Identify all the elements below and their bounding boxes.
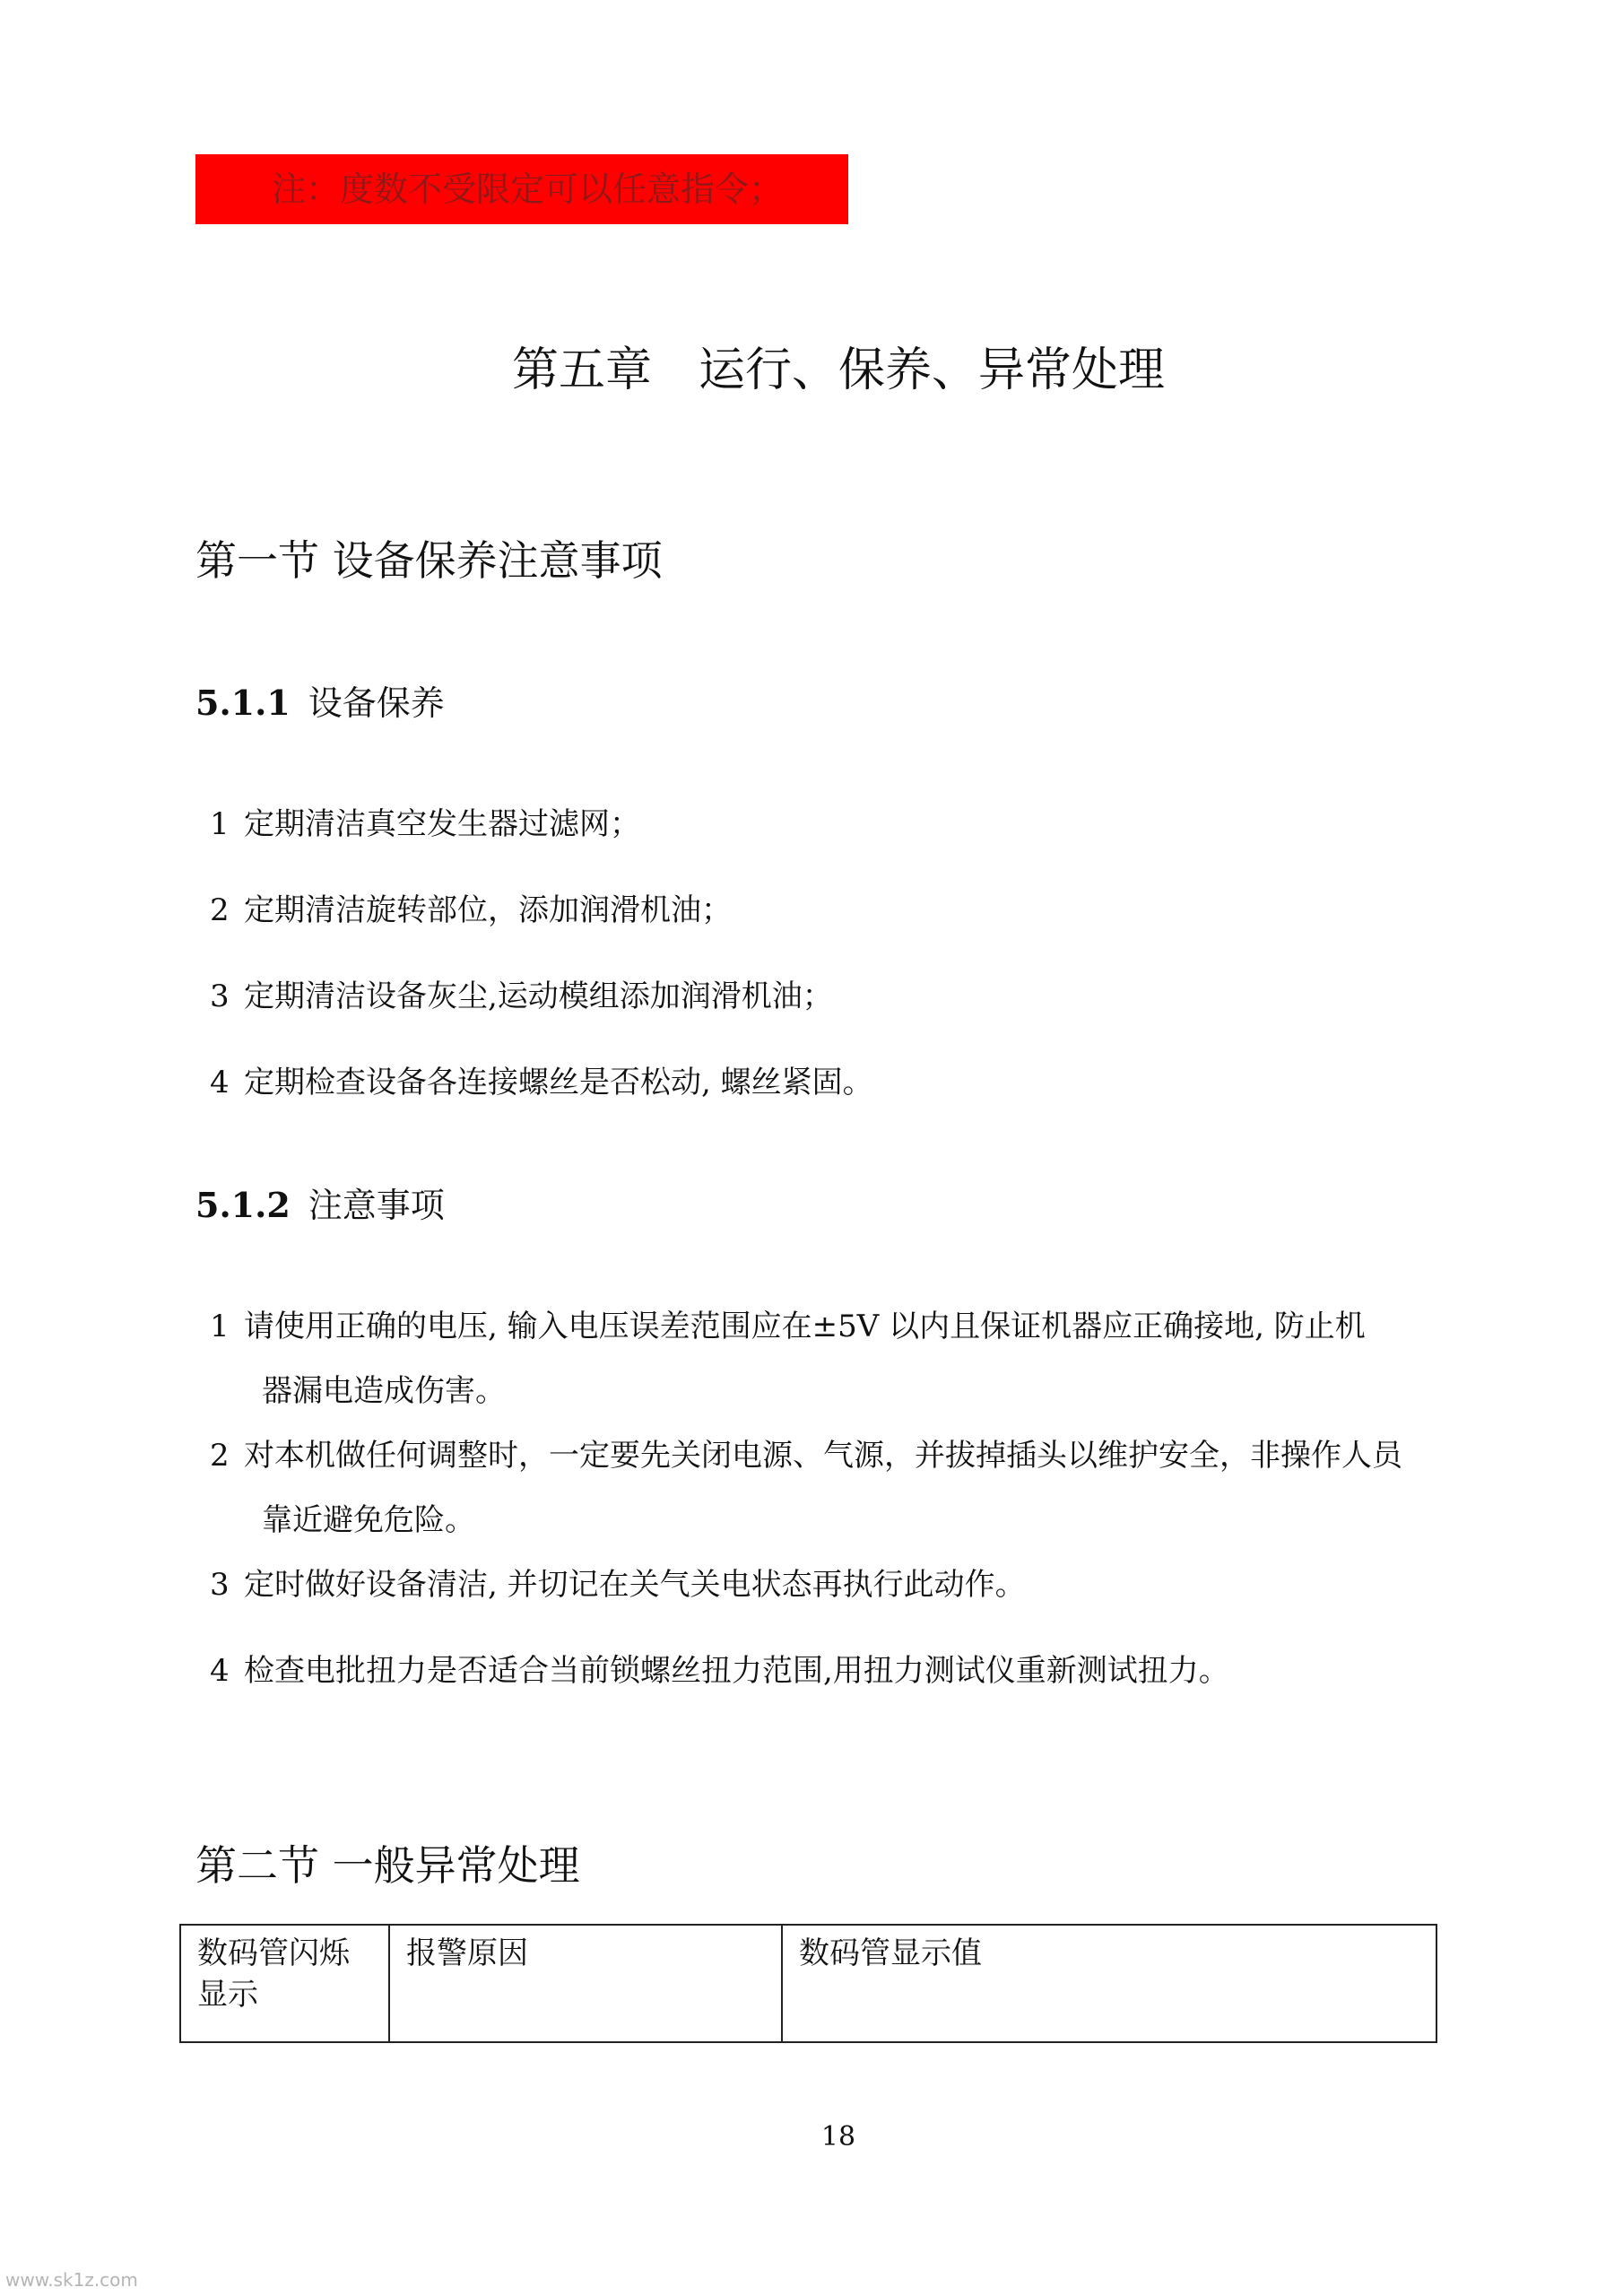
page-number: 18 bbox=[820, 2121, 856, 2152]
item-text: 定期清洁旋转部位，添加润滑机油； bbox=[244, 892, 732, 928]
item-continuation: 器漏电造成伤害。 bbox=[262, 1373, 506, 1409]
table-header-cell: 数码管显示值 bbox=[782, 1925, 1436, 2042]
section-1-title: 第一节 设备保养注意事项 bbox=[195, 536, 663, 585]
list-item bbox=[210, 1564, 1026, 1605]
list-item bbox=[210, 1062, 873, 1103]
section-2-title: 第二节 一般异常处理 bbox=[195, 1841, 580, 1890]
item-continuation: 靠近避免危险。 bbox=[262, 1502, 475, 1538]
item-text: 定期检查设备各连接螺丝是否松动, 螺丝紧固。 bbox=[244, 1065, 873, 1100]
item-text: 请使用正确的电压, 输入电压误差范围应在±5V 以内且保证机器应正确接地, 防止机 bbox=[244, 1309, 1366, 1344]
item-number: 3 bbox=[210, 1567, 230, 1603]
item-number: 4 bbox=[210, 1653, 230, 1689]
item-number: 2 bbox=[210, 1438, 230, 1474]
item-number: 1 bbox=[210, 806, 230, 842]
subsection-5-1-2 bbox=[195, 1182, 445, 1229]
list-item bbox=[210, 1306, 1366, 1347]
item-number: 3 bbox=[210, 978, 230, 1014]
list-item bbox=[210, 890, 732, 931]
item-text: 定时做好设备清洁, 并切记在关气关电状态再执行此动作。 bbox=[244, 1567, 1026, 1603]
item-number: 1 bbox=[210, 1309, 230, 1344]
subsection-number: 5.1.2 bbox=[195, 1185, 291, 1225]
note-banner: 注：度数不受限定可以任意指令； bbox=[195, 154, 848, 224]
subsection-5-1-1 bbox=[195, 680, 445, 726]
list-item bbox=[210, 1435, 1402, 1476]
list-item bbox=[210, 804, 640, 845]
list-item bbox=[210, 1650, 1229, 1692]
watermark: www.sk1z.com bbox=[5, 2269, 138, 2291]
item-text: 检查电批扭力是否适合当前锁螺丝扭力范围,用扭力测试仪重新测试扭力。 bbox=[244, 1653, 1229, 1689]
subsection-number: 5.1.1 bbox=[195, 683, 291, 723]
table-header-cell: 数码管闪烁显示 bbox=[180, 1925, 389, 2042]
table-header-cell: 报警原因 bbox=[389, 1925, 782, 2042]
item-text: 定期清洁设备灰尘,运动模组添加润滑机油； bbox=[244, 978, 833, 1014]
list-item bbox=[210, 976, 833, 1017]
item-text: 对本机做任何调整时，一定要先关闭电源、气源，并拔掉插头以维护安全，非操作人员 bbox=[244, 1438, 1402, 1474]
subsection-label: 设备保养 bbox=[308, 683, 445, 723]
subsection-label: 注意事项 bbox=[308, 1186, 445, 1225]
alarm-table bbox=[179, 1924, 1437, 2043]
item-number: 2 bbox=[210, 892, 230, 928]
item-text: 定期清洁真空发生器过滤网； bbox=[244, 806, 640, 842]
table-header-row bbox=[180, 1925, 1436, 2042]
item-number: 4 bbox=[210, 1065, 230, 1100]
chapter-title: 第五章 运行、保养、异常处理 bbox=[511, 344, 1165, 397]
